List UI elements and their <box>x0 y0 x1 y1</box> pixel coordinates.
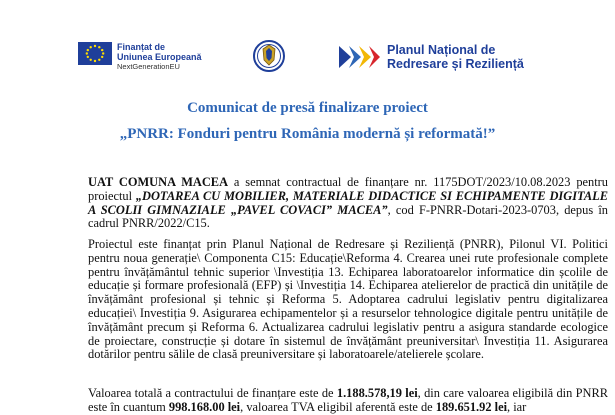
paragraph-values <box>88 387 608 415</box>
romania-coat-of-arms-icon <box>253 36 285 76</box>
eu-line1: Finanțat de <box>117 42 166 52</box>
project-name: „DOTAREA CU MOBILIER, MATERIALE DIDACTICE SI ECHIPAMENTE DIGITALE A SCOLII GIMNAZIALE „PAVEL COVACI” MACEA” <box>88 188 609 217</box>
eligible-value: 998.168.00 lei <box>168 399 241 414</box>
pnrr-line1: Planul Național de <box>387 43 496 57</box>
value-text-b: , din care valoarea eligibilă din PNRR este în cuantum <box>88 386 608 414</box>
eu-funding-logo <box>78 42 202 72</box>
pnrr-mark-icon <box>337 42 381 72</box>
project-code-text: , cod F-PNRR-Dotari-2023-0703, depus în cadrul PNRR/2022/C15. <box>88 202 608 231</box>
eu-line3: NextGenerationEU <box>117 62 180 71</box>
vat-value: 189.651.92 lei <box>435 399 508 414</box>
pnrr-text <box>387 43 524 71</box>
press-release-subtitle: „PNRR: Fonduri pentru România modernă și reformată!” <box>119 126 496 142</box>
eu-flag-icon <box>78 42 112 65</box>
press-release-title: Comunicat de presă finalizare proiect <box>187 100 428 116</box>
paragraph-financing: Proiectul este finanțat prin Planul Național de Redresare și Reziliență (PNRR), Pilonul VI. Politici pentru noua generație\ Componenta C15: Educație\Reforma 4. Crearea unei rute profesionale complete pentru învățământul tehnic superior \Investiția 13. Echiparea laboratoarelor informatice din școlile de educație și formare profesională (EFP) și \Investiția 14. Echiparea atelierelor de practică din unitățile de învățământ profesional și tehnic și Reforma 5. Adoptarea cadrului legislativ pentru digitalizarea educației\ Investiția 9. Asigurarea echipamentelor și a resurselor tehnologice digitale pentru unitățile de învățământ precum și Reforma 6. Actualizarea cadrului legislativ pentru a asigura standarde ecologice de proiectare, construcție și dotare în sistemul de învățământ preuniversitar\ Investiția 11. Asigurarea dotărilor pentru sălile de clasă preuniversitare și laboratoarele/atelierele școlare. <box>88 237 608 362</box>
eu-line2: Uniunea Europeană <box>117 52 202 62</box>
total-value: 1.188.578,19 lei <box>336 386 418 400</box>
paragraph-contract <box>88 176 608 231</box>
value-text-d: , iar <box>507 399 527 414</box>
eu-funding-text <box>117 42 202 72</box>
contract-text: a semnat contractual de finanțare nr. 1175DOT/2023/10.08.2023 pentru proiectul <box>88 175 608 203</box>
pnrr-line2: Redresare și Reziliență <box>387 57 524 71</box>
value-text-a: Valoarea totală a contractului de finanțare este de <box>88 386 337 400</box>
pnrr-logo <box>337 42 524 72</box>
value-text-c: , valoarea TVA eligibil aferentă este de <box>240 399 436 414</box>
uat-name: UAT COMUNA MACEA <box>88 175 229 189</box>
logo-header <box>0 34 615 94</box>
